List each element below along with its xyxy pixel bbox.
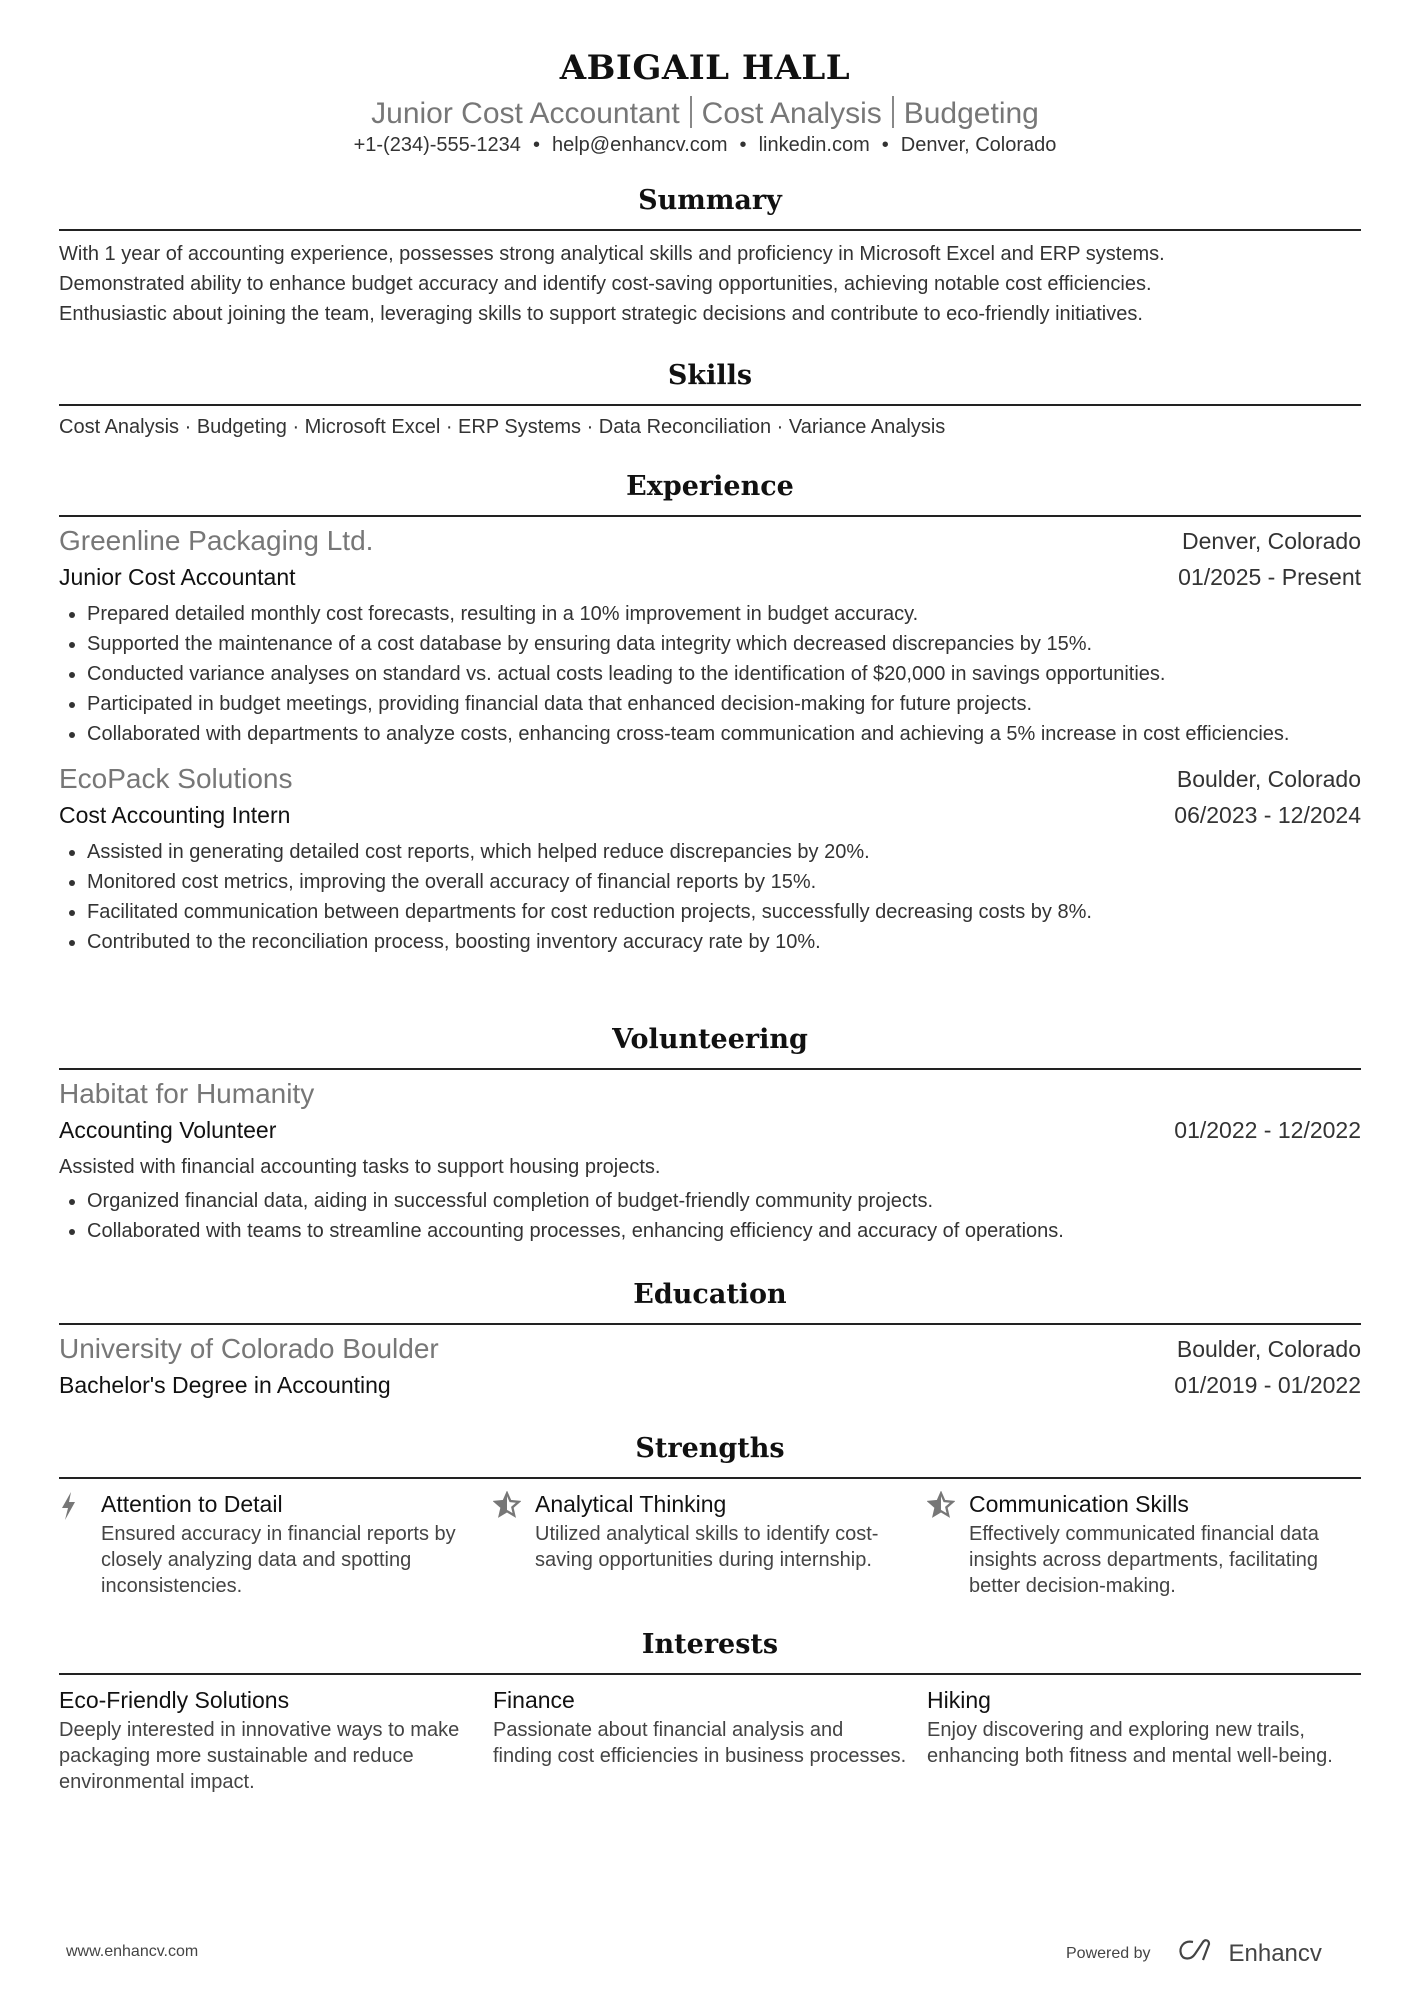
volunteer-bullet: • Collaborated with teams to streamline accounting processes, enhancing efficiency and accuracy of operations. <box>87 1216 1361 1246</box>
headline-part: Junior Cost Accountant <box>371 97 680 130</box>
school-location: Boulder, Colorado <box>1176 1335 1361 1362</box>
candidate-name: ABIGAIL HALL <box>559 48 851 88</box>
star-icon <box>493 1487 535 1599</box>
interest-item <box>927 1683 1361 1795</box>
job-dates: 01/2025 - Present <box>1178 563 1361 590</box>
interest-title: Finance <box>493 1687 575 1713</box>
linkedin-link[interactable]: linkedin.com <box>758 134 870 156</box>
interests-section <box>59 1627 1361 1795</box>
section-heading: Volunteering <box>59 1022 1361 1070</box>
section-heading: Strengths <box>59 1431 1361 1479</box>
section-heading: Experience <box>59 469 1361 517</box>
skills-section <box>59 358 1361 442</box>
section-heading: Education <box>59 1277 1361 1325</box>
headline-part: Cost Analysis <box>701 97 882 130</box>
location: Denver, Colorado <box>900 134 1057 156</box>
star-icon <box>927 1487 969 1599</box>
section-heading: Skills <box>59 358 1361 406</box>
interest-title: Hiking <box>927 1687 991 1713</box>
job-bullet: • Facilitated communication between departments for cost reduction projects, successfully decreasing costs by 8%. <box>87 897 1361 927</box>
job-bullet: • Assisted in generating detailed cost reports, which helped reduce discrepancies by 20%. <box>87 837 1361 867</box>
phone: +1-(234)-555-1234 <box>353 134 521 156</box>
skills-list: Cost Analysis · Budgeting · Microsoft Excel · ERP Systems · Data Reconciliation · Variance Analysis <box>59 416 946 438</box>
experience-section <box>59 469 1361 957</box>
job-entry <box>59 523 1361 749</box>
strength-item <box>59 1487 493 1599</box>
job-bullet: • Collaborated with departments to analyze costs, enhancing cross-team communication and achieving a 5% increase in cost efficiencies. <box>87 719 1361 749</box>
section-heading: Interests <box>59 1627 1361 1675</box>
interest-description: Deeply interested in innovative ways to make packaging more sustainable and reduce environmental impact. <box>59 1719 460 1793</box>
summary-line: Enthusiastic about joining the team, leveraging skills to support strategic decisions and contribute to eco-friendly initiatives. <box>59 303 1143 325</box>
enhancv-brand[interactable]: Enhancv <box>1228 1939 1322 1967</box>
summary-line: With 1 year of accounting experience, possesses strong analytical skills and proficiency in Microsoft Excel and ERP systems. <box>59 243 1165 265</box>
powered-by-label: Powered by <box>1066 1944 1151 1962</box>
job-role: Cost Accounting Intern <box>59 802 291 828</box>
job-bullet: • Monitored cost metrics, improving the overall accuracy of financial reports by 15%. <box>87 867 1361 897</box>
headline-part: Budgeting <box>903 97 1039 130</box>
strength-title: Analytical Thinking <box>535 1491 727 1517</box>
volunteer-role: Accounting Volunteer <box>59 1117 277 1143</box>
divider <box>892 96 894 128</box>
strength-description: Utilized analytical skills to identify cost-saving opportunities during internship. <box>535 1523 879 1571</box>
strength-title: Communication Skills <box>969 1491 1189 1517</box>
job-bullet: • Conducted variance analyses on standard vs. actual costs leading to the identification of $20,000 in savings opportunities. <box>87 659 1361 689</box>
job-role: Junior Cost Accountant <box>59 564 296 590</box>
volunteer-description: Assisted with financial accounting tasks to support housing projects. <box>59 1156 661 1178</box>
company-name: Greenline Packaging Ltd. <box>59 525 374 556</box>
company-name: EcoPack Solutions <box>59 763 293 794</box>
summary-section <box>59 183 1361 329</box>
strength-description: Ensured accuracy in financial reports by closely analyzing data and spotting inconsistencies. <box>101 1523 456 1597</box>
job-bullet: • Prepared detailed monthly cost forecasts, resulting in a 10% improvement in budget accuracy. <box>87 599 1361 629</box>
strength-description: Effectively communicated financial data insights across departments, facilitating better decision-making. <box>969 1523 1319 1597</box>
strengths-section <box>59 1431 1361 1599</box>
job-bullet: • Participated in budget meetings, providing financial data that enhanced decision-making for future projects. <box>87 689 1361 719</box>
lightning-icon <box>59 1487 101 1599</box>
volunteer-bullet: • Organized financial data, aiding in successful completion of budget-friendly community projects. <box>87 1186 1361 1216</box>
interest-description: Passionate about financial analysis and finding cost efficiencies in business processes. <box>493 1719 907 1767</box>
footer-branding <box>1066 1938 1322 1969</box>
summary-line: Demonstrated ability to enhance budget accuracy and identify cost-saving opportunities, achieving notable cost efficiencies. <box>59 273 1152 295</box>
education-section <box>59 1277 1361 1403</box>
contact-info: +1-(234)-555-1234 • help@enhancv.com • linkedin.com • Denver, Colorado <box>353 134 1057 156</box>
email-link[interactable]: help@enhancv.com <box>551 134 728 156</box>
job-bullet: • Supported the maintenance of a cost database by ensuring data integrity which decreased discrepancies by 15%. <box>87 629 1361 659</box>
divider <box>690 96 692 128</box>
degree: Bachelor's Degree in Accounting <box>59 1372 391 1398</box>
strength-title: Attention to Detail <box>101 1491 283 1517</box>
strength-item <box>927 1487 1361 1599</box>
interest-item <box>59 1683 493 1795</box>
interest-description: Enjoy discovering and exploring new trails, enhancing both fitness and mental well-being. <box>927 1719 1333 1767</box>
school-name: University of Colorado Boulder <box>59 1333 439 1364</box>
footer-website[interactable]: www.enhancv.com <box>66 1943 199 1960</box>
headline <box>0 96 1410 131</box>
job-entry <box>59 761 1361 957</box>
job-location: Denver, Colorado <box>1182 527 1361 554</box>
organization-name: Habitat for Humanity <box>59 1078 315 1109</box>
strength-item <box>493 1487 927 1599</box>
section-heading: Summary <box>59 183 1361 231</box>
interest-item <box>493 1683 927 1795</box>
enhancv-logo-icon <box>1177 1938 1223 1969</box>
job-dates: 06/2023 - 12/2024 <box>1174 801 1361 828</box>
job-bullet: • Contributed to the reconciliation process, boosting inventory accuracy rate by 10%. <box>87 927 1361 957</box>
volunteering-section <box>59 1022 1361 1246</box>
job-location: Boulder, Colorado <box>1176 765 1361 792</box>
volunteer-dates: 01/2022 - 12/2022 <box>1174 1116 1361 1143</box>
interest-title: Eco-Friendly Solutions <box>59 1687 290 1713</box>
education-dates: 01/2019 - 01/2022 <box>1174 1371 1361 1398</box>
